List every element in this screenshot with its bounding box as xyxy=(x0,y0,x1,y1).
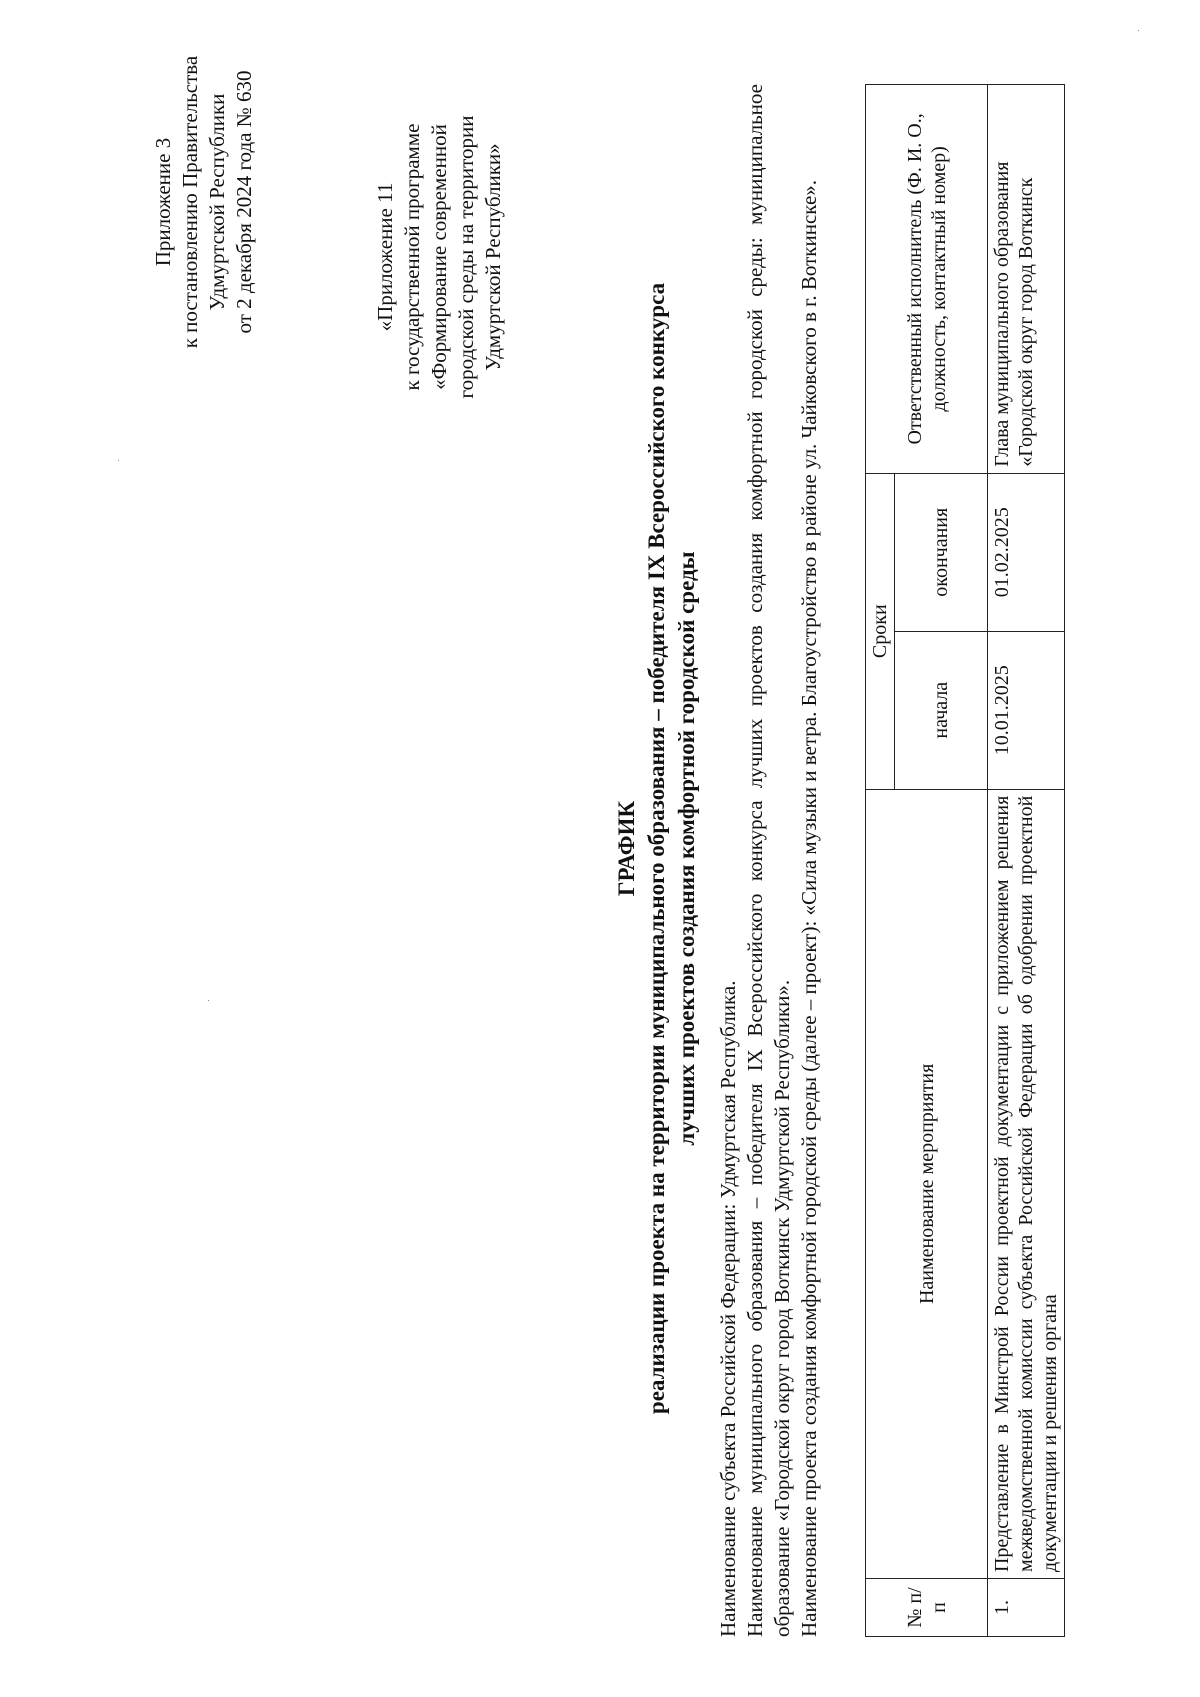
title-line-1: реализации проекта на территории муниципального образования – победителя IX Всероссийского конкурса xyxy=(644,282,669,1415)
appendix-3-line: к постановлению Правительства xyxy=(178,55,202,349)
table-row xyxy=(988,85,1065,1637)
appendix-11-block xyxy=(372,47,507,467)
appendix-3-block xyxy=(150,47,258,357)
title-heading: ГРАФИК xyxy=(614,800,639,897)
appendix-11-line: к государственной программе xyxy=(400,123,424,391)
title-line-2: лучших проектов создания комфортной городской среды xyxy=(674,551,699,1146)
row-number: 1. xyxy=(988,1579,1065,1637)
header-start-date: начала xyxy=(895,631,988,789)
project-name: Наименование проекта создания комфортной городской среды (далее – проект): «Сила музыки и ветра. Благоустройство в районе ул. Чайковского в г. Воткинске». xyxy=(797,179,821,1637)
header-end-date: окончания xyxy=(895,473,988,631)
appendix-11-line: «Приложение 11 xyxy=(373,182,397,332)
appendix-3-line: Приложение 3 xyxy=(151,137,175,267)
appendix-11-line: Удмуртской Республики» xyxy=(481,143,505,371)
row-end-date: 01.02.2025 xyxy=(988,473,1065,631)
header-dates: Сроки xyxy=(866,473,895,789)
scan-speck xyxy=(1138,30,1139,31)
row-activity-name: Представление в Минстрой России проектной документации с приложением решения межведомственной комиссии субъекта Российской Федерации об одобрении проектной документации и решения органа xyxy=(988,789,1065,1578)
header-activity-name: Наименование мероприятия xyxy=(866,789,988,1578)
scan-speck xyxy=(208,1000,209,1001)
municipality-name: Наименование муниципального образования – победителя IX Всероссийского конкурса лучших проектов создания комфортной городской среды: муниципальное образование «Городской округ город Воткинск Удмуртской Республики». xyxy=(743,84,794,1637)
scan-speck xyxy=(118,460,119,461)
appendix-11-line: городской среды на территории xyxy=(454,115,478,399)
appendix-11-line: «Формирование современной xyxy=(427,124,451,390)
appendix-3-line: Удмуртской Республики xyxy=(205,93,229,311)
subject-name: Наименование субъекта Российской Федерации: Удмуртская Республика. xyxy=(716,980,740,1637)
project-info xyxy=(715,84,823,1637)
row-start-date: 10.01.2025 xyxy=(988,631,1065,789)
header-number: № п/п xyxy=(866,1579,988,1637)
row-responsible: Глава муниципального образования «Городской округ город Воткинск xyxy=(988,85,1065,474)
header-responsible: Ответственный исполнитель (Ф. И. О., должность, контактный номер) xyxy=(866,85,988,474)
schedule-table xyxy=(865,84,1065,1637)
document-title xyxy=(612,80,702,1617)
appendix-3-line: от 2 декабря 2024 года № 630 xyxy=(232,70,256,334)
